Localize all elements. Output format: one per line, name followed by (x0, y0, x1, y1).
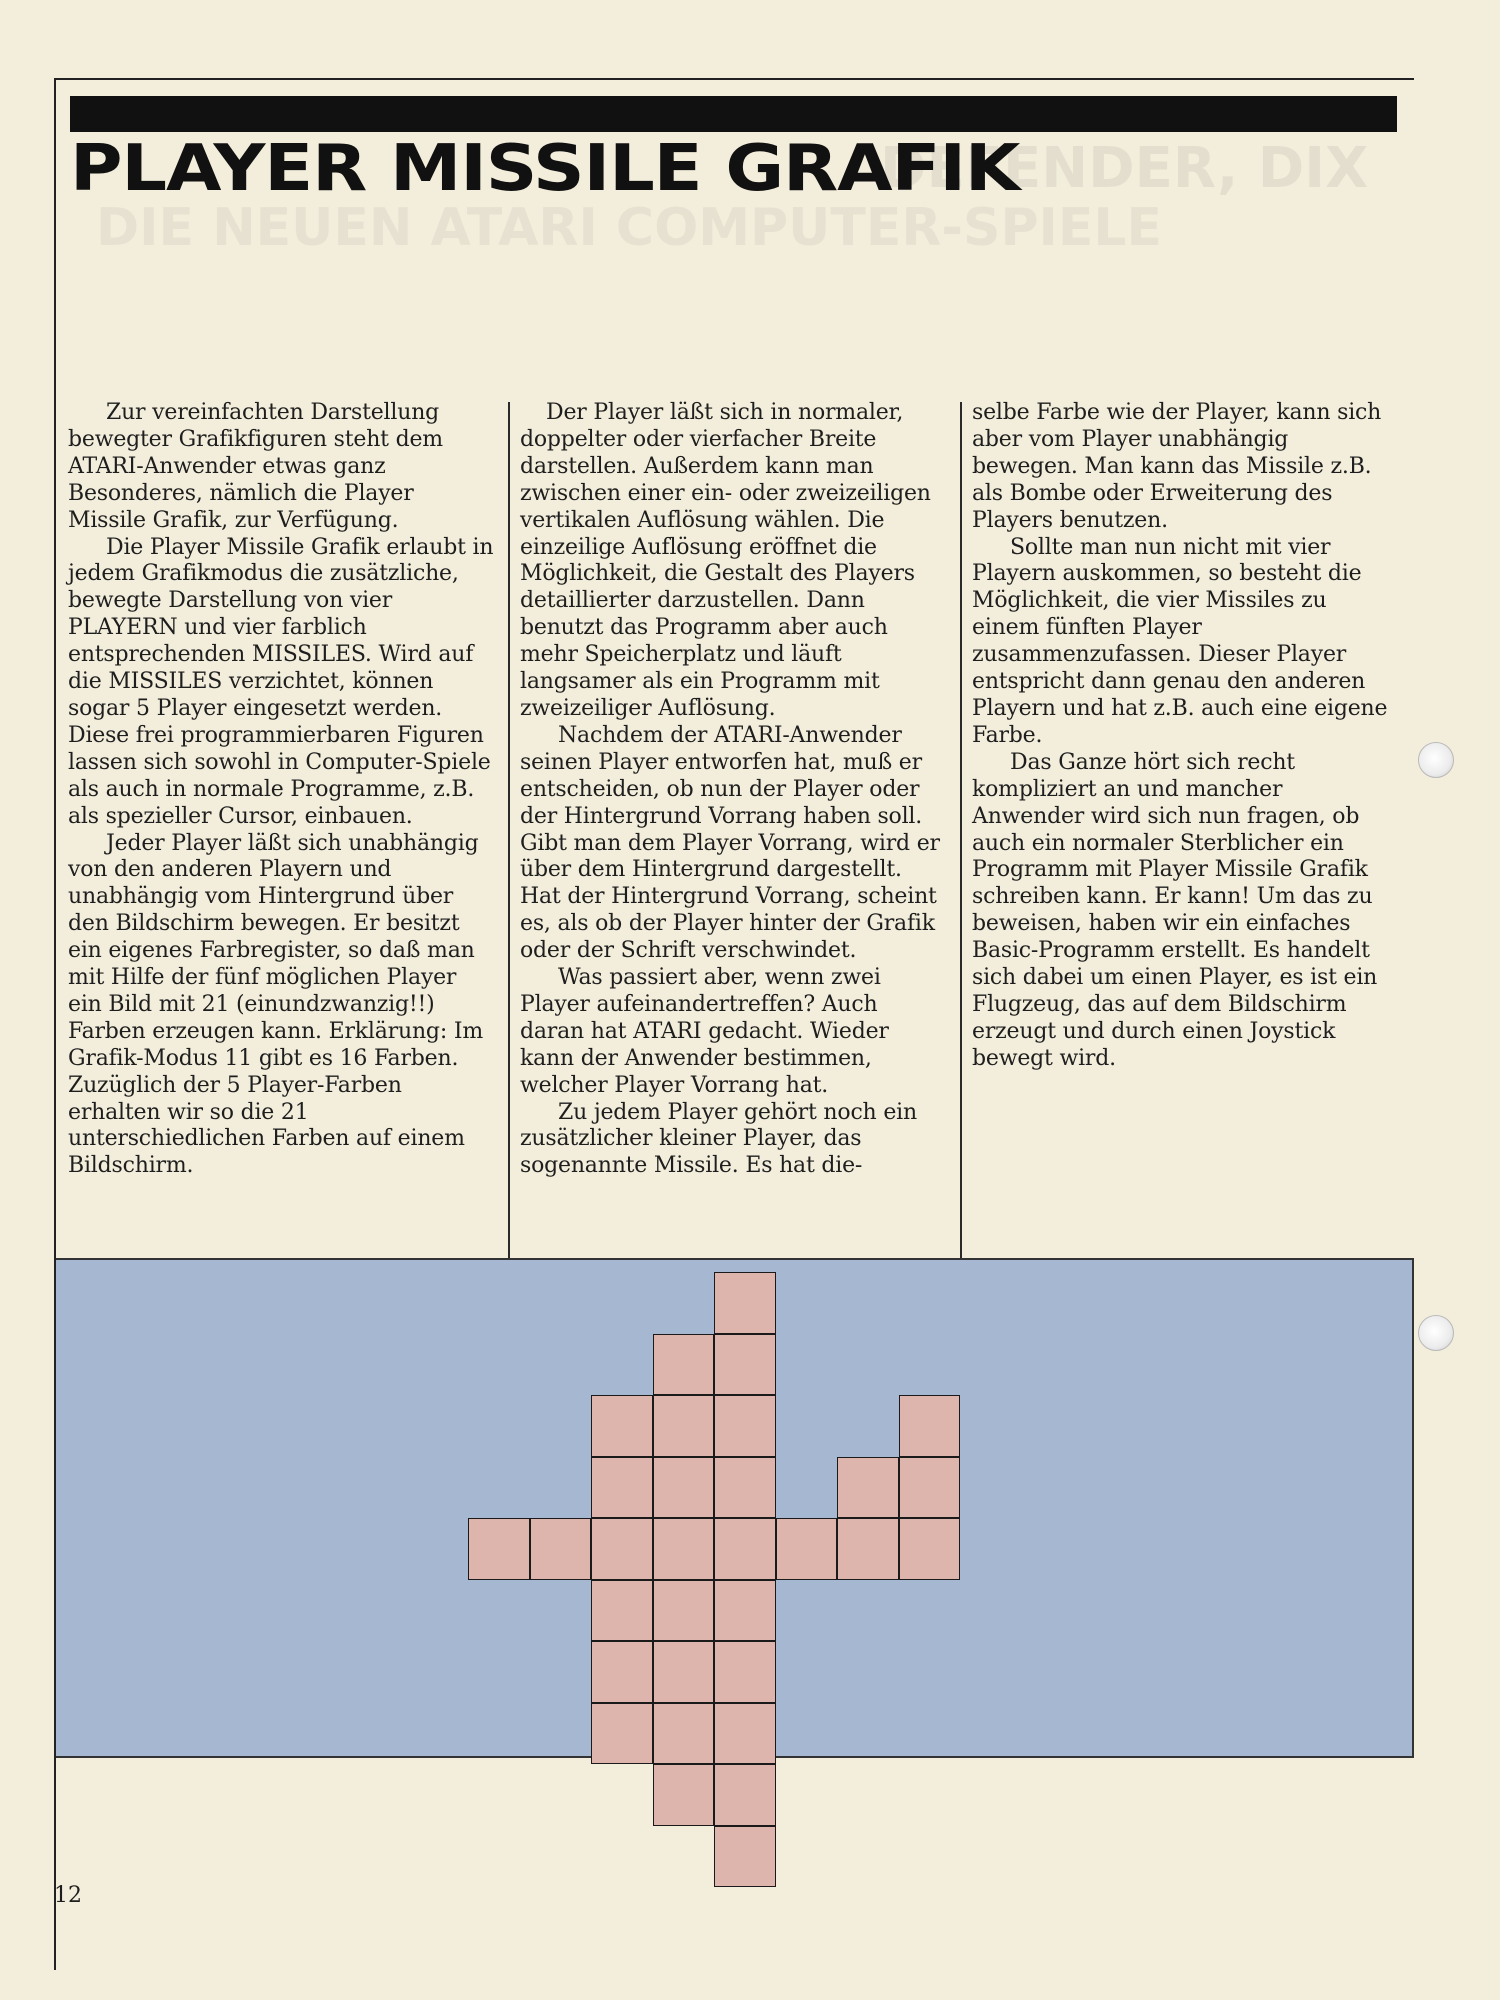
plane-pixel-cell (714, 1518, 776, 1580)
player-graphic-panel (56, 1258, 1414, 1758)
text-column-2 (520, 400, 948, 1180)
plane-pixel-cell (653, 1641, 715, 1703)
plane-pixel-cell (899, 1457, 961, 1519)
plane-pixel-cell (899, 1518, 961, 1580)
paragraph: Zu jedem Player gehört noch ein zusätzlicher kleiner Player, das sogenannte Missile. Es hat die- (520, 1099, 917, 1179)
paragraph: selbe Farbe wie der Player, kann sich aber vom Player unabhängig bewegen. Man kann das Missile z.B. als Bombe oder Erweiterung des Players benutzen. (972, 400, 1382, 533)
paragraph: Die Player Missile Grafik erlaubt in jedem Grafikmodus die zusätzliche, bewegte Darstellung von vier PLAYERN und vier farblich entsprechenden MISSILES. Wird auf die MISSILES verzichtet, können sogar 5 Player eingesetzt werden. Diese frei programmierbaren Figuren lassen sich sowohl in Computer-Spiele als auch in normale Programme, z.B. als spezieller Cursor, einbauen. (68, 534, 494, 829)
plane-pixel-cell (837, 1518, 899, 1580)
plane-pixel-cell (591, 1580, 653, 1642)
plane-pixel-cell (714, 1457, 776, 1519)
column-rule (960, 402, 962, 1258)
plane-pixel-cell (714, 1580, 776, 1642)
plane-pixel-cell (653, 1457, 715, 1519)
plane-pixel-cell (714, 1334, 776, 1396)
bleed-through-heading-2: DIE NEUEN ATARI COMPUTER-SPIELE (96, 198, 1163, 258)
paragraph: Das Ganze hört sich recht kompliziert an und mancher Anwender wird sich nun fragen, ob auch ein normaler Sterblicher ein Programm mit Player Missile Grafik schreiben kann. Er kann! Um das zu beweisen, haben wir ein einfaches Basic-Programm erstellt. Es handelt sich dabei um einen Player, es ist ein Flugzeug, das auf dem Bildschirm erzeugt und durch einen Joystick bewegt wird. (972, 749, 1378, 1071)
paragraph: Der Player läßt sich in normaler, doppelter oder vierfacher Breite darstellen. Außerdem kann man zwischen einer ein- oder zweizeiligen vertikalen Auflösung wählen. Die einzeilige Auflösung eröffnet die Möglichkeit, die Gestalt des Players detaillierter darzustellen. Dann benutzt das Programm aber auch mehr Speicherplatz und läuft langsamer als ein Programm mit zweizeiliger Auflösung. (520, 400, 931, 721)
plane-pixel-cell (714, 1641, 776, 1703)
plane-pixel-cell (653, 1334, 715, 1396)
column-rule (508, 402, 510, 1258)
plane-pixel-cell (591, 1518, 653, 1580)
plane-pixel-cell (591, 1395, 653, 1457)
bleed-through-heading-1: DEFENDER, DIX (880, 136, 1369, 201)
plane-pixel-cell (653, 1395, 715, 1457)
plane-pixel-cell (591, 1457, 653, 1519)
plane-pixel-cell (653, 1580, 715, 1642)
paragraph: Sollte man nun nicht mit vier Playern auskommen, so besteht die Möglichkeit, die vier Missiles zu einem fünften Player zusammenzufassen. Dieser Player entspricht dann genau den anderen Playern und hat z.B. auch eine eigene Farbe. (972, 534, 1388, 748)
text-column-3 (972, 400, 1392, 1073)
plane-pixel-cell (714, 1272, 776, 1334)
text-column-1 (68, 400, 496, 1180)
punch-hole (1418, 1315, 1454, 1351)
page-number: 12 (54, 1883, 82, 1908)
plane-pixel-cell (899, 1395, 961, 1457)
punch-hole (1418, 742, 1454, 778)
article-title: PLAYER MISSILE GRAFIK (70, 132, 1020, 206)
plane-pixel-cell (714, 1395, 776, 1457)
plane-pixel-cell (468, 1518, 530, 1580)
plane-pixel-cell (653, 1764, 715, 1826)
plane-pixel-cell (591, 1641, 653, 1703)
paragraph: Nachdem der ATARI-Anwender seinen Player entworfen hat, muß er entscheiden, ob nun der Player oder der Hintergrund Vorrang haben soll. Gibt man dem Player Vorrang, wird er über dem Hintergrund dargestellt. Hat der Hintergrund Vorrang, scheint es, als ob der Player hinter der Grafik oder der Schrift verschwindet. (520, 722, 940, 964)
plane-pixel-cell (714, 1826, 776, 1888)
plane-pixel-cell (653, 1703, 715, 1765)
paragraph: Jeder Player läßt sich unabhängig von den anderen Playern und unabhängig vom Hintergrund über den Bildschirm bewegen. Er besitzt ein eigenes Farbregister, so daß man mit Hilfe der fünf möglichen Player ein Bild mit 21 (einundzwanzig!!) Farben erzeugen kann. Erklärung: Im Grafik-Modus 11 gibt es 16 Farben. Zuzüglich der 5 Player-Farben erhalten wir so die 21 unterschiedlichen Farben auf einem Bildschirm. (68, 830, 483, 1179)
paragraph: Was passiert aber, wenn zwei Player aufeinandertreffen? Auch daran hat ATARI gedacht. Wieder kann der Anwender bestimmen, welcher Player Vorrang hat. (520, 965, 889, 1098)
plane-pixel-cell (714, 1703, 776, 1765)
title-bar (70, 96, 1397, 132)
plane-pixel-cell (714, 1764, 776, 1826)
plane-pixel-cell (837, 1457, 899, 1519)
plane-pixel-cell (776, 1518, 838, 1580)
plane-pixel-cell (591, 1703, 653, 1765)
plane-pixel-cell (653, 1518, 715, 1580)
paragraph: Zur vereinfachten Darstellung bewegter Grafikfiguren steht dem ATARI-Anwender etwas ganz Besonderes, nämlich die Player Missile Grafik, zur Verfügung. (68, 400, 443, 533)
plane-pixel-cell (530, 1518, 592, 1580)
